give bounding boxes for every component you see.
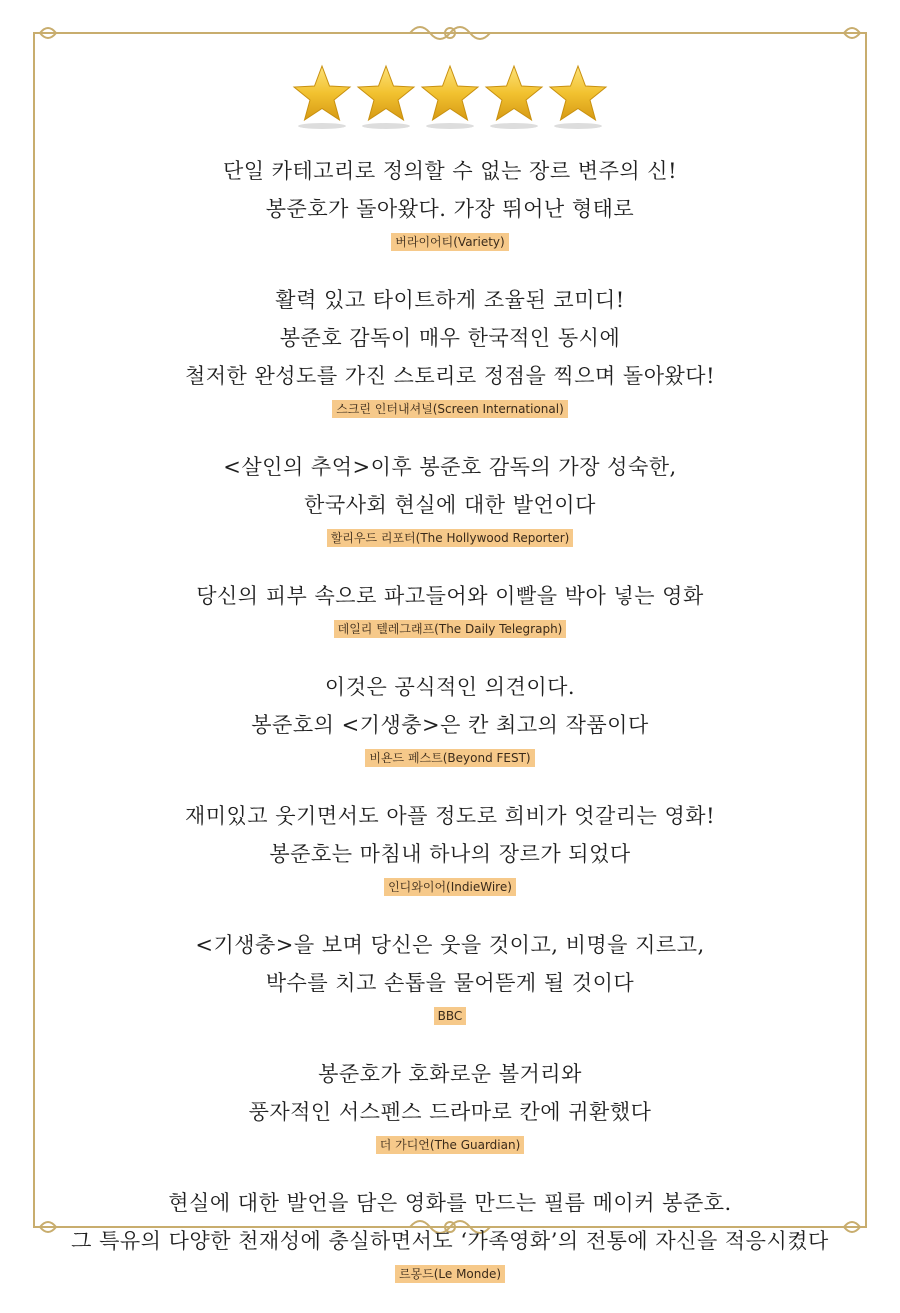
review-list bbox=[40, 152, 860, 1313]
review-quote-line: 현실에 대한 발언을 담은 영화를 만드는 필름 메이커 봉준호. bbox=[168, 1191, 732, 1215]
review-quote-line: 봉준호의 <기생충>은 칸 최고의 작품이다 bbox=[251, 713, 649, 737]
review-item bbox=[40, 1055, 860, 1154]
star-icon bbox=[419, 62, 481, 132]
review-quote-line: <살인의 추억>이후 봉준호 감독의 가장 성숙한, bbox=[223, 455, 677, 479]
review-item bbox=[40, 152, 860, 251]
review-quote-line: 봉준호 감독이 매우 한국적인 동시에 bbox=[279, 326, 621, 350]
review-quote-line: 활력 있고 타이트하게 조율된 코미디! bbox=[275, 288, 625, 312]
star-rating bbox=[0, 62, 900, 134]
star-icon bbox=[291, 62, 353, 132]
review-source-badge: 비욘드 페스트(Beyond FEST) bbox=[365, 749, 534, 767]
review-quote-line: 박수를 치고 손톱을 물어뜯게 될 것이다 bbox=[265, 971, 635, 995]
top-ornament-icon bbox=[0, 18, 900, 48]
review-source-badge: 데일리 텔레그래프(The Daily Telegraph) bbox=[334, 620, 567, 638]
star-icon bbox=[355, 62, 417, 132]
review-item bbox=[40, 668, 860, 767]
review-source-badge: 버라이어티(Variety) bbox=[391, 233, 508, 251]
review-quote-line: 한국사회 현실에 대한 발언이다 bbox=[304, 493, 596, 517]
review-quote-line: <기생충>을 보며 당신은 웃을 것이고, 비명을 지르고, bbox=[195, 933, 705, 957]
review-quote-line: 봉준호는 마침내 하나의 장르가 되었다 bbox=[269, 842, 631, 866]
review-quote-line: 봉준호가 돌아왔다. 가장 뛰어난 형태로 bbox=[265, 197, 635, 221]
review-quote-line: 이것은 공식적인 의견이다. bbox=[324, 675, 576, 699]
review-item bbox=[40, 1184, 860, 1283]
review-item bbox=[40, 577, 860, 638]
review-quote-line: 그 특유의 다양한 천재성에 충실하면서도 ‘가족영화’의 전통에 자신을 적응시켰다 bbox=[71, 1229, 829, 1253]
review-source-badge: 더 가디언(The Guardian) bbox=[376, 1136, 525, 1154]
review-source-badge: 할리우드 리포터(The Hollywood Reporter) bbox=[327, 529, 574, 547]
star-icon bbox=[547, 62, 609, 132]
review-source-badge: 인디와이어(IndieWire) bbox=[384, 878, 516, 896]
review-quote-line: 철저한 완성도를 가진 스토리로 정점을 찍으며 돌아왔다! bbox=[184, 364, 716, 388]
review-quote-line: 당신의 피부 속으로 파고들어와 이빨을 박아 넣는 영화 bbox=[196, 584, 704, 608]
review-source-badge: 스크린 인터내셔널(Screen International) bbox=[332, 400, 568, 418]
review-item bbox=[40, 797, 860, 896]
review-source-badge: BBC bbox=[434, 1007, 467, 1025]
review-quote-line: 단일 카테고리로 정의할 수 없는 장르 변주의 신! bbox=[222, 159, 678, 183]
review-item bbox=[40, 448, 860, 547]
review-quote-line: 재미있고 웃기면서도 아플 정도로 희비가 엇갈리는 영화! bbox=[184, 804, 716, 828]
review-item bbox=[40, 281, 860, 418]
review-source-badge: 르몽드(Le Monde) bbox=[395, 1265, 505, 1283]
review-item bbox=[40, 926, 860, 1025]
review-quote-line: 풍자적인 서스펜스 드라마로 칸에 귀환했다 bbox=[248, 1100, 652, 1124]
star-icon bbox=[483, 62, 545, 132]
review-quote-line: 봉준호가 호화로운 볼거리와 bbox=[318, 1062, 582, 1086]
